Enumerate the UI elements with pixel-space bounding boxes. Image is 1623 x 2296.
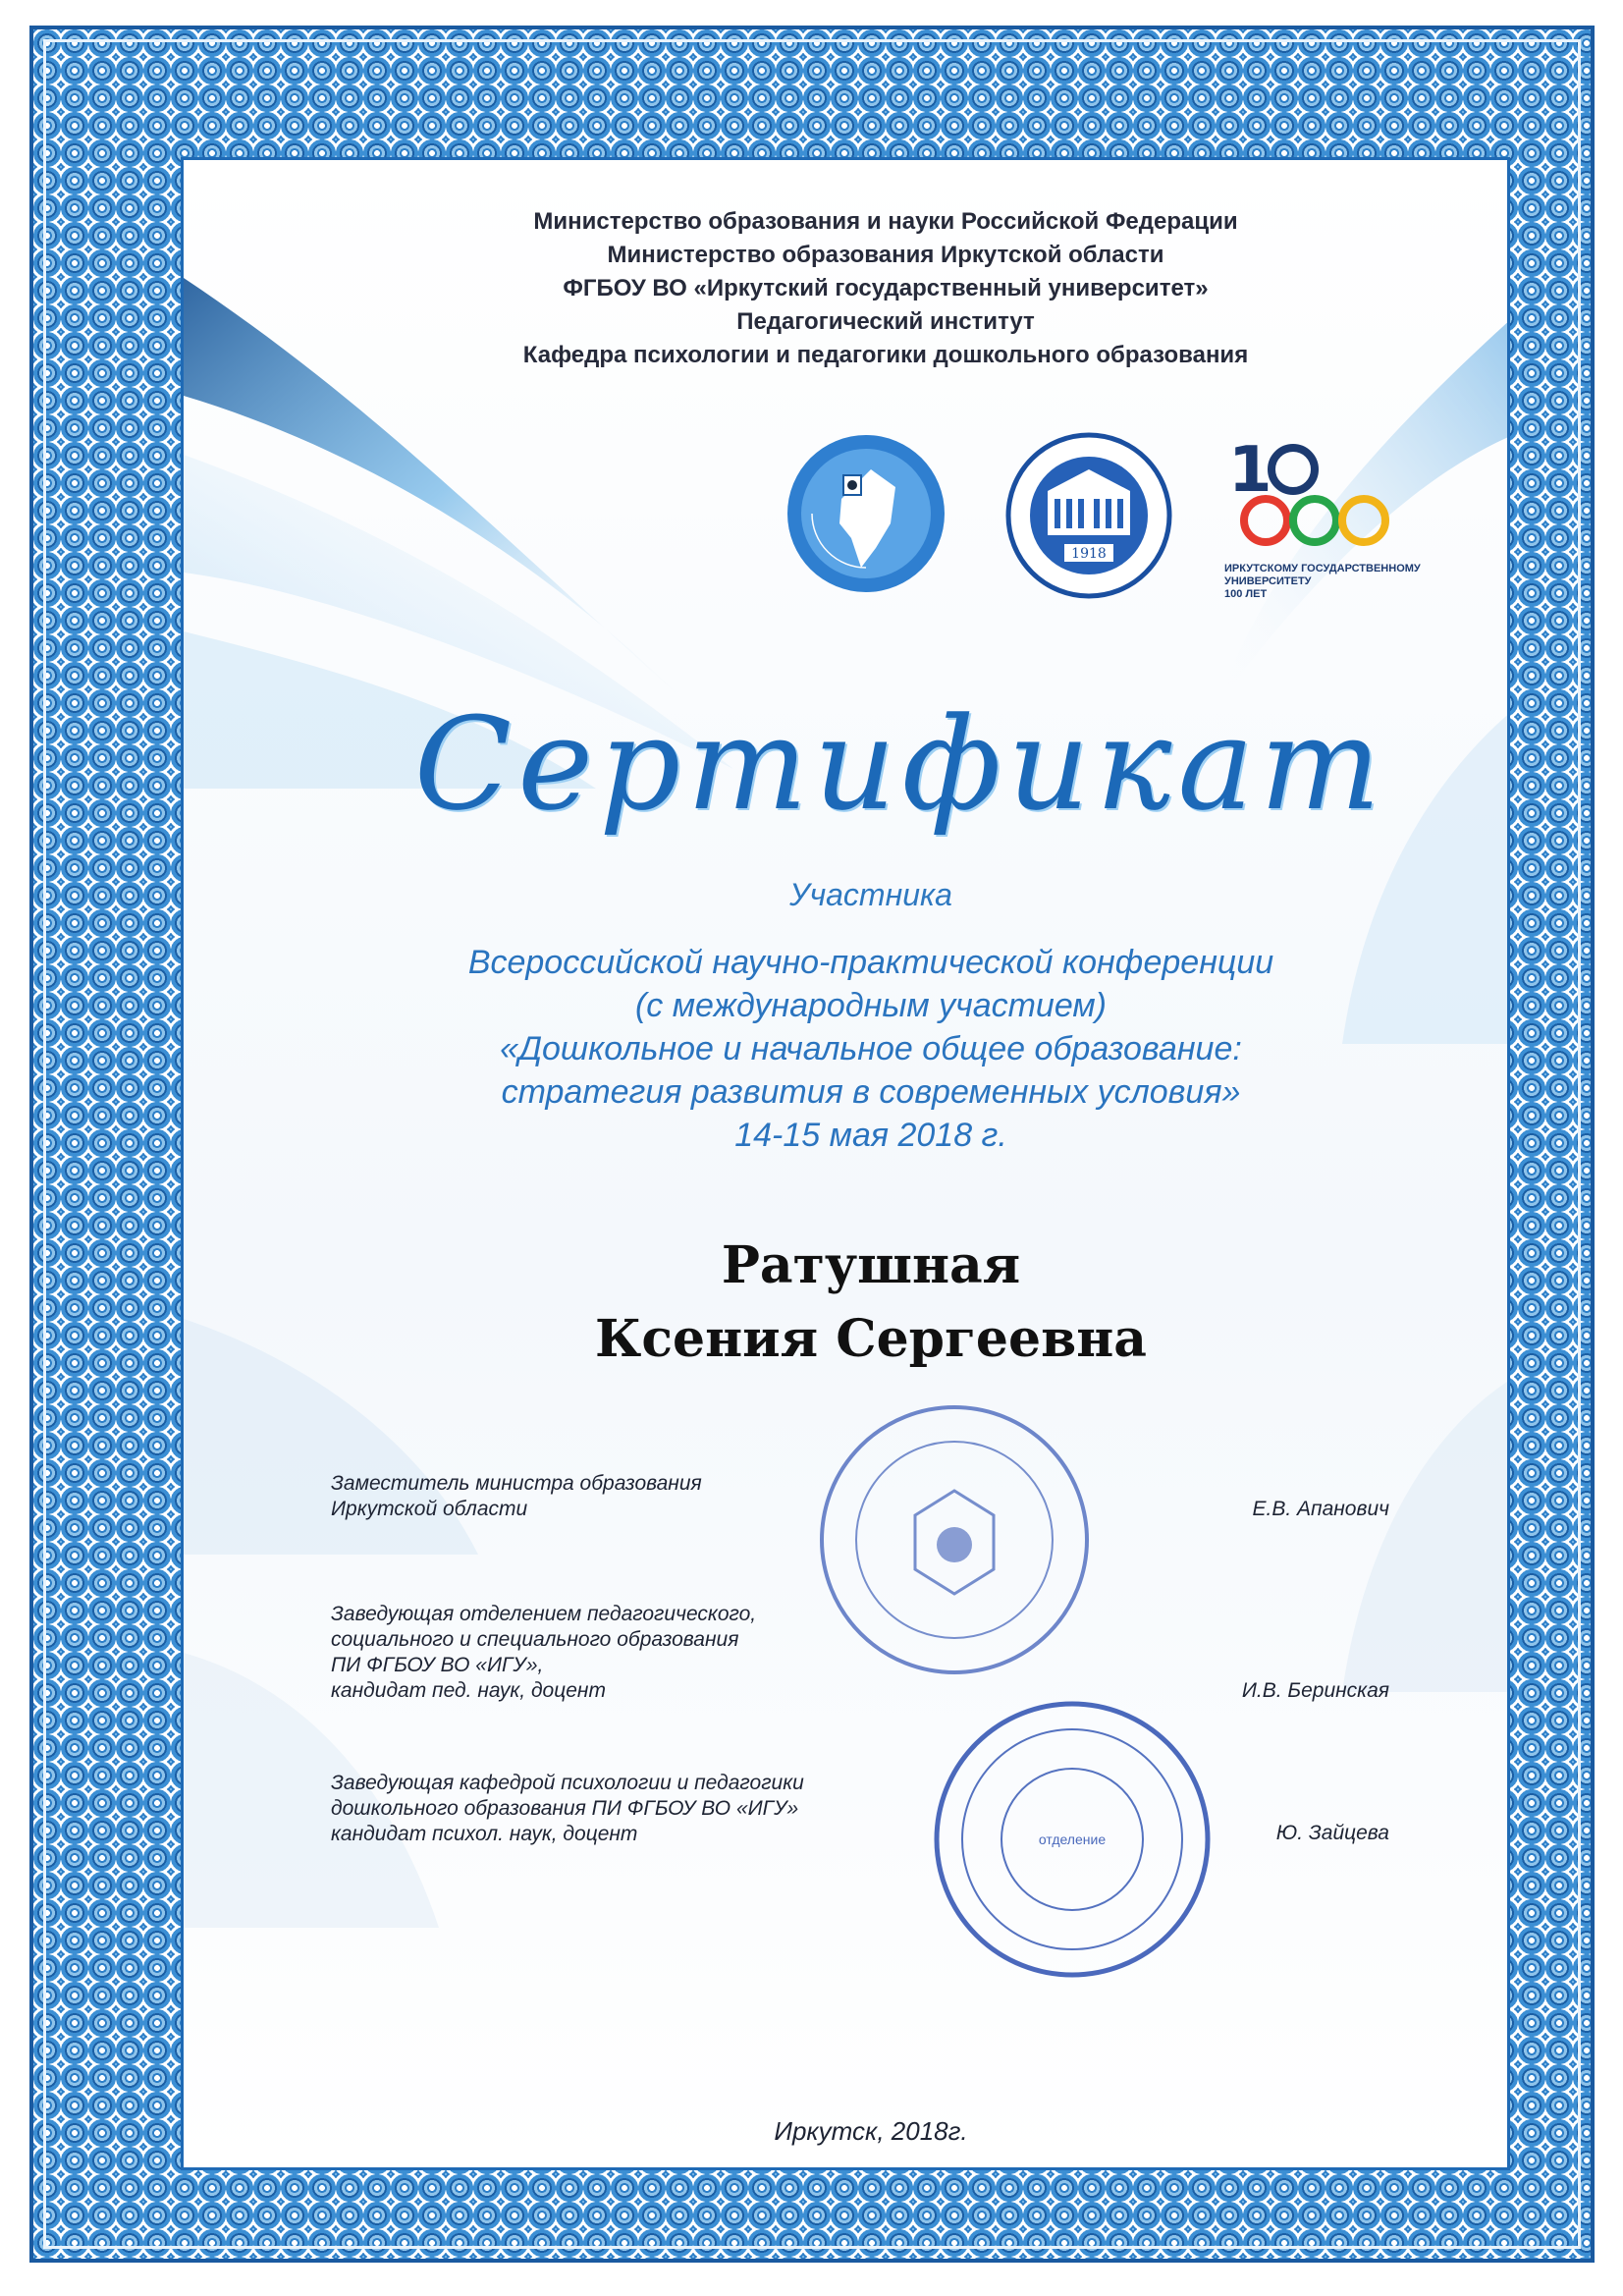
header-line: Кафедра психологии и педагогики дошкольного образования xyxy=(522,342,1249,368)
footer-place-date: Иркутск, 2018г. xyxy=(774,2116,968,2146)
certificate-title: Сертификат xyxy=(413,689,1387,839)
signatory-title-line: социального и специального образования xyxy=(331,1628,739,1651)
signatory-3-title xyxy=(331,1771,881,1847)
conference-description xyxy=(331,941,1411,1157)
irkutsk-region-ministry-emblem-icon xyxy=(783,430,949,597)
conference-date: 14-15 мая 2018 г. xyxy=(734,1117,1007,1154)
decorative-border-frame xyxy=(29,26,1595,2263)
signatory-title-line: Иркутской области xyxy=(331,1498,528,1520)
background-swirl xyxy=(184,160,1510,2170)
signatory-title-line: Заведующая кафедрой психологии и педагогики xyxy=(331,1772,804,1794)
signatory-2-title xyxy=(331,1602,881,1704)
seal-year: 1918 xyxy=(1071,546,1107,562)
emblem-line: 100 ЛЕТ xyxy=(1224,588,1268,600)
signatory-1-name: Е.В. Апанович xyxy=(1252,1498,1389,1520)
header-line: Министерство образования Иркутской области xyxy=(607,242,1164,268)
irkutsk-state-university-seal-icon xyxy=(1003,430,1175,602)
signatory-1-title xyxy=(331,1471,881,1522)
header-line: Педагогический институт xyxy=(736,308,1035,335)
recipient-surname: Ратушная xyxy=(721,1235,1021,1295)
emblem-line: ИРКУТСКОМУ ГОСУДАРСТВЕННОМУ xyxy=(1224,563,1421,574)
university-round-seal-icon xyxy=(930,1697,1215,1982)
header-line: Министерство образования и науки Российской Федерации xyxy=(533,208,1238,235)
signatory-2-name: И.В. Беринская xyxy=(1241,1679,1389,1702)
svg-text:1: 1 xyxy=(1228,434,1272,507)
logo-row xyxy=(783,430,1421,607)
certificate-subtitle: Участника xyxy=(789,877,952,912)
conference-line: стратегия развития в современных условия» xyxy=(501,1073,1241,1111)
certificate-body xyxy=(181,157,1510,2170)
signatory-3-name: Ю. Зайцева xyxy=(1275,1822,1389,1844)
conference-line: Всероссийской научно-практической конференции xyxy=(467,944,1274,981)
signatory-title-line: дошкольного образования ПИ ФГБОУ ВО «ИГУ» xyxy=(331,1797,799,1820)
signatory-title-line: кандидат пед. наук, доцент xyxy=(331,1679,606,1702)
emblem-line: УНИВЕРСИТЕТУ xyxy=(1224,575,1312,587)
signatory-title-line: Заместитель министра образования xyxy=(331,1472,702,1495)
signatory-title-line: ПИ ФГБОУ ВО «ИГУ», xyxy=(331,1654,544,1676)
signatory-title-line: кандидат психол. наук, доцент xyxy=(331,1823,638,1845)
recipient-given-names: Ксения Сергеевна xyxy=(595,1309,1147,1369)
conference-line: (с международным участием) xyxy=(634,987,1108,1024)
ministry-round-seal-icon xyxy=(812,1397,1097,1682)
university-100-years-emblem-icon xyxy=(1224,430,1421,607)
header-institutions xyxy=(468,205,1303,372)
svg-text:отделение: отделение xyxy=(1038,1831,1107,1847)
signatory-title-line: Заведующая отделением педагогического, xyxy=(331,1603,757,1625)
header-line: ФГБОУ ВО «Иркутский государственный университет» xyxy=(563,275,1209,301)
conference-line: «Дошкольное и начальное общее образование: xyxy=(500,1030,1242,1067)
